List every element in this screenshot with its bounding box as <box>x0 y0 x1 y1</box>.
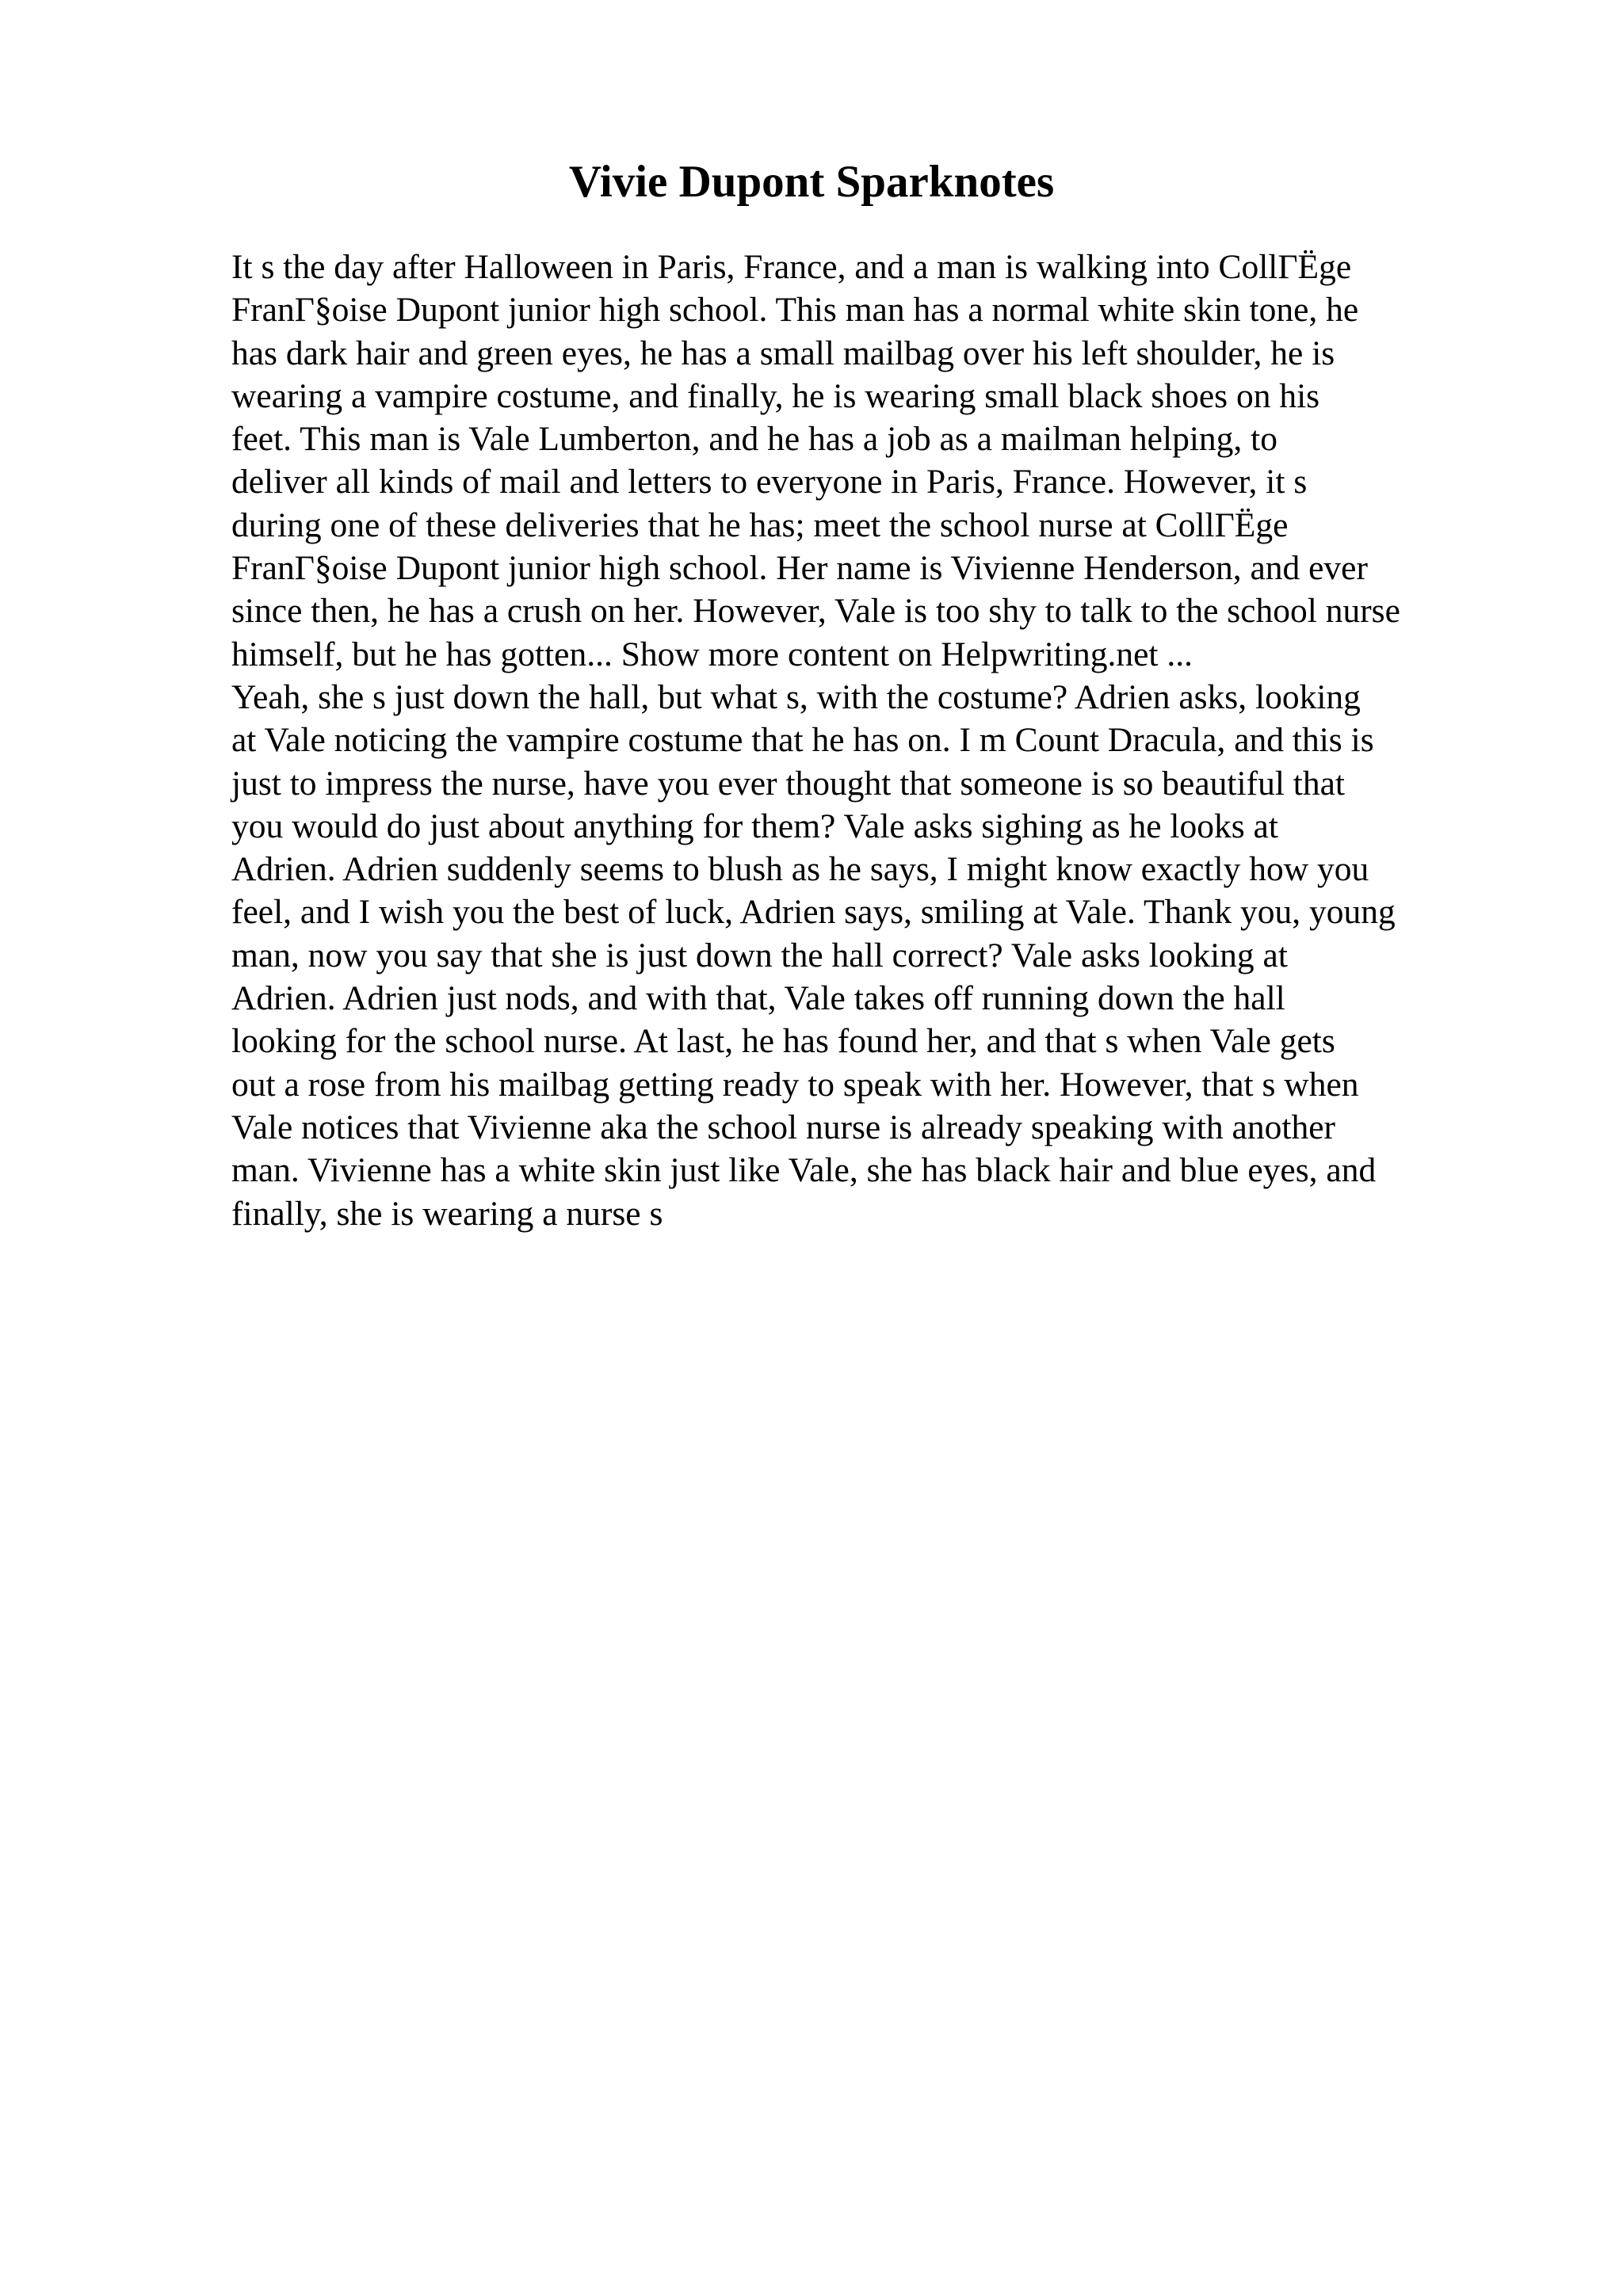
body-line: man, now you say that she is just down the hall correct? Vale asks looking at <box>231 936 1288 974</box>
body-line: looking for the school nurse. At last, he has found her, and that s when Vale gets <box>231 1022 1335 1061</box>
body-line: feet. This man is Vale Lumberton, and he has a job as a mailman helping, to <box>231 420 1277 459</box>
body-line: FranΓ§oise Dupont junior high school. This man has a normal white skin tone, he <box>231 291 1359 330</box>
body-line: finally, she is wearing a nurse s <box>231 1194 663 1233</box>
body-line: It s the day after Halloween in Paris, France, and a man is walking into CollΓËge <box>231 248 1352 286</box>
body-line: himself, but he has gotten... Show more content on Helpwriting.net ... <box>231 635 1193 673</box>
document-body <box>231 246 1515 1235</box>
body-line: at Vale noticing the vampire costume that he has on. I m Count Dracula, and this is <box>231 721 1374 760</box>
body-line: deliver all kinds of mail and letters to everyone in Paris, France. However, it s <box>231 463 1308 502</box>
body-line: has dark hair and green eyes, he has a small mailbag over his left shoulder, he is <box>231 334 1335 372</box>
body-line: wearing a vampire costume, and finally, he is wearing small black shoes on his <box>231 376 1320 415</box>
body-line: Vale notices that Vivienne aka the school nurse is already speaking with another <box>231 1108 1335 1146</box>
body-line: since then, he has a crush on her. However, Vale is too shy to talk to the school nurse <box>231 592 1400 631</box>
body-line: during one of these deliveries that he has; meet the school nurse at CollΓËge <box>231 505 1289 544</box>
body-line: feel, and I wish you the best of luck, Adrien says, smiling at Vale. Thank you, young <box>231 893 1396 932</box>
body-line: out a rose from his mailbag getting ready to speak with her. However, that s when <box>231 1065 1359 1104</box>
body-line: Adrien. Adrien just nods, and with that, Vale takes off running down the hall <box>231 979 1285 1018</box>
body-line: you would do just about anything for them? Vale asks sighing as he looks at <box>231 807 1278 845</box>
body-line: just to impress the nurse, have you ever thought that someone is so beautiful that <box>231 764 1346 803</box>
body-line: man. Vivienne has a white skin just like Vale, she has black hair and blue eyes, and <box>231 1151 1377 1190</box>
body-line: FranΓ§oise Dupont junior high school. Her name is Vivienne Henderson, and ever <box>231 549 1368 588</box>
body-line: Adrien. Adrien suddenly seems to blush as he says, I might know exactly how you <box>231 850 1369 889</box>
body-line: Yeah, she s just down the hall, but what s, with the costume? Adrien asks, looking <box>231 677 1361 716</box>
document-title: Vivie Dupont Sparknotes <box>568 157 1055 207</box>
